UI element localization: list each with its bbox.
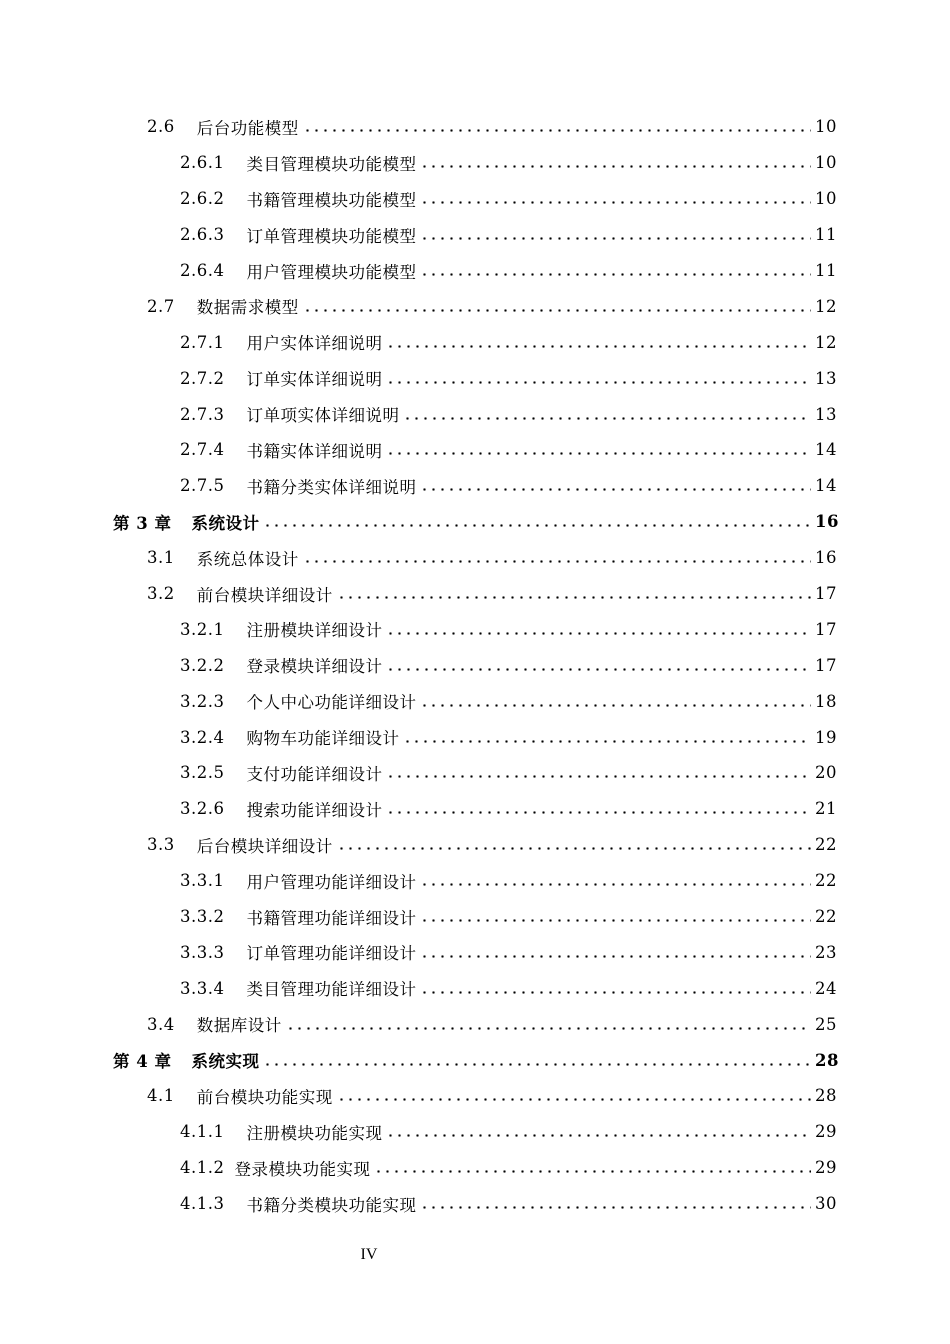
dot-leader bbox=[420, 201, 811, 204]
toc-entry-number: 3.2.6 bbox=[180, 799, 225, 819]
toc-entry-title: 前台模块详细设计 bbox=[196, 585, 333, 605]
toc-entry-page: 21 bbox=[815, 799, 837, 819]
toc-entry-title: 订单管理模块功能模型 bbox=[246, 226, 417, 246]
toc-entry-number: 3.4 bbox=[147, 1014, 175, 1034]
toc-entry-page: 28 bbox=[815, 1050, 839, 1070]
toc-entry-page: 12 bbox=[815, 296, 837, 316]
toc-entry-number: 3.3.4 bbox=[180, 978, 225, 998]
toc-entry-number: 第 3 章 bbox=[113, 513, 172, 533]
dot-leader bbox=[386, 668, 811, 671]
toc-entry[interactable] bbox=[0, 576, 950, 612]
toc-entry-title: 注册模块详细设计 bbox=[246, 621, 383, 641]
toc-entry[interactable] bbox=[0, 217, 950, 253]
toc-entry-number: 2.7 bbox=[147, 296, 175, 316]
toc-entry[interactable] bbox=[0, 863, 950, 899]
toc-entry-number: 第 4 章 bbox=[113, 1052, 172, 1072]
toc-entry[interactable] bbox=[0, 432, 950, 468]
toc-entry[interactable] bbox=[0, 396, 950, 432]
dot-leader bbox=[374, 1170, 811, 1173]
table-of-contents bbox=[0, 109, 950, 1222]
toc-entry-page: 14 bbox=[815, 440, 837, 460]
toc-entry-title: 书籍管理模块功能模型 bbox=[246, 190, 417, 210]
toc-entry-number: 3.3.3 bbox=[180, 942, 225, 962]
toc-entry-page: 23 bbox=[815, 942, 837, 962]
toc-entry-page: 11 bbox=[815, 261, 837, 280]
toc-entry-title: 系统总体设计 bbox=[196, 549, 299, 569]
dot-leader bbox=[403, 417, 811, 420]
toc-entry-page: 14 bbox=[815, 476, 837, 496]
toc-entry-number: 3.3 bbox=[147, 835, 175, 855]
toc-entry[interactable] bbox=[0, 755, 950, 791]
toc-entry[interactable] bbox=[0, 1042, 950, 1078]
toc-entry-title: 前台模块功能实现 bbox=[196, 1087, 333, 1107]
dot-leader bbox=[420, 237, 811, 240]
dot-leader bbox=[337, 596, 811, 599]
toc-entry[interactable] bbox=[0, 1078, 950, 1114]
dot-leader bbox=[420, 1206, 811, 1209]
toc-entry-title: 系统设计 bbox=[191, 513, 260, 533]
dot-leader bbox=[420, 955, 811, 958]
toc-entry-title: 个人中心功能详细设计 bbox=[246, 693, 417, 713]
toc-entry-title: 搜索功能详细设计 bbox=[246, 800, 383, 820]
toc-entry[interactable] bbox=[0, 1150, 950, 1186]
toc-entry[interactable] bbox=[0, 683, 950, 719]
dot-leader bbox=[337, 847, 811, 850]
toc-entry-number: 2.6.3 bbox=[180, 225, 225, 245]
toc-entry-page: 17 bbox=[815, 655, 837, 675]
dot-leader bbox=[303, 560, 811, 563]
toc-entry-title: 登录模块详细设计 bbox=[246, 657, 383, 677]
dot-leader bbox=[420, 919, 811, 922]
toc-entry-page: 30 bbox=[815, 1194, 837, 1214]
toc-entry[interactable] bbox=[0, 970, 950, 1006]
dot-leader bbox=[303, 129, 811, 132]
toc-entry-page: 29 bbox=[815, 1122, 837, 1142]
toc-entry[interactable] bbox=[0, 1114, 950, 1150]
toc-entry-number: 3.3.1 bbox=[180, 871, 225, 891]
toc-entry-number: 3.2.3 bbox=[180, 691, 225, 711]
toc-entry-page: 20 bbox=[815, 763, 837, 783]
toc-entry[interactable] bbox=[0, 468, 950, 504]
toc-entry[interactable] bbox=[0, 253, 950, 289]
dot-leader bbox=[420, 273, 811, 276]
toc-entry-number: 3.2.1 bbox=[180, 619, 225, 639]
toc-entry-number: 2.6.2 bbox=[180, 189, 225, 209]
dot-leader bbox=[420, 488, 811, 491]
toc-entry[interactable] bbox=[0, 647, 950, 683]
toc-entry-number: 2.7.5 bbox=[180, 476, 225, 496]
toc-entry-title: 支付功能详细设计 bbox=[246, 764, 383, 784]
dot-leader bbox=[337, 1098, 811, 1101]
dot-leader bbox=[386, 1134, 811, 1137]
page-footer bbox=[0, 1246, 950, 1264]
toc-entry-page: 16 bbox=[815, 548, 837, 568]
toc-entry-title: 书籍管理功能详细设计 bbox=[246, 908, 417, 928]
toc-entry-page: 28 bbox=[815, 1086, 837, 1106]
toc-entry[interactable] bbox=[0, 145, 950, 181]
toc-entry-title: 登录模块功能实现 bbox=[234, 1159, 371, 1179]
toc-entry-number: 3.2.2 bbox=[180, 655, 225, 675]
toc-entry[interactable] bbox=[0, 288, 950, 324]
toc-entry-page: 13 bbox=[815, 404, 837, 424]
toc-entry-number: 4.1.1 bbox=[180, 1122, 225, 1142]
toc-entry-page: 11 bbox=[815, 225, 837, 245]
dot-leader bbox=[403, 740, 811, 743]
toc-entry-page: 12 bbox=[815, 332, 837, 352]
dot-leader bbox=[386, 345, 811, 348]
toc-entry-number: 2.6.1 bbox=[180, 153, 225, 173]
toc-entry-number: 2.6 bbox=[147, 117, 175, 137]
toc-entry-page: 22 bbox=[815, 871, 837, 891]
dot-leader bbox=[386, 381, 811, 384]
toc-entry-page: 17 bbox=[815, 619, 837, 639]
toc-entry-title: 数据需求模型 bbox=[196, 298, 299, 318]
toc-entry-page: 13 bbox=[815, 368, 837, 388]
toc-entry[interactable] bbox=[0, 360, 950, 396]
toc-entry-title: 类目管理功能详细设计 bbox=[246, 980, 417, 1000]
toc-entry-title: 订单实体详细说明 bbox=[246, 370, 383, 390]
toc-entry-title: 购物车功能详细设计 bbox=[246, 729, 400, 749]
toc-entry-number: 4.1.2 bbox=[180, 1158, 225, 1178]
toc-entry-page: 10 bbox=[815, 153, 837, 173]
toc-entry-title: 订单项实体详细说明 bbox=[246, 406, 400, 426]
toc-entry-page: 17 bbox=[815, 584, 837, 604]
toc-entry-number: 3.2 bbox=[147, 584, 175, 604]
toc-entry[interactable] bbox=[0, 1006, 950, 1042]
toc-entry[interactable] bbox=[0, 791, 950, 827]
dot-leader bbox=[420, 883, 811, 886]
toc-entry[interactable] bbox=[0, 109, 950, 145]
dot-leader bbox=[386, 775, 811, 778]
toc-entry[interactable] bbox=[0, 827, 950, 863]
dot-leader bbox=[420, 991, 811, 994]
toc-entry-number: 2.6.4 bbox=[180, 261, 225, 280]
toc-entry-title: 书籍实体详细说明 bbox=[246, 441, 383, 461]
toc-entry-page: 10 bbox=[815, 189, 837, 209]
toc-entry-title: 后台模块详细设计 bbox=[196, 836, 333, 856]
dot-leader bbox=[420, 165, 811, 168]
toc-entry-number: 3.2.4 bbox=[180, 727, 225, 747]
toc-entry-title: 数据库设计 bbox=[196, 1016, 282, 1036]
toc-entry-page: 24 bbox=[815, 978, 837, 998]
toc-entry-number: 2.7.2 bbox=[180, 368, 225, 388]
dot-leader bbox=[263, 1063, 811, 1066]
toc-entry-title: 用户实体详细说明 bbox=[246, 334, 383, 354]
dot-leader bbox=[263, 524, 811, 527]
toc-entry-number: 4.1 bbox=[147, 1086, 175, 1106]
toc-entry-page: 25 bbox=[815, 1014, 837, 1034]
toc-entry-title: 后台功能模型 bbox=[196, 118, 299, 138]
page-number: IV bbox=[360, 1246, 378, 1263]
toc-entry-page: 16 bbox=[815, 512, 839, 532]
toc-entry-page: 19 bbox=[815, 727, 837, 747]
toc-entry-title: 注册模块功能实现 bbox=[246, 1123, 383, 1143]
toc-entry[interactable] bbox=[0, 181, 950, 217]
toc-entry-number: 2.7.4 bbox=[180, 440, 225, 460]
dot-leader bbox=[303, 309, 811, 312]
toc-entry-page: 22 bbox=[815, 835, 837, 855]
toc-entry[interactable] bbox=[0, 611, 950, 647]
toc-entry-number: 4.1.3 bbox=[180, 1194, 225, 1214]
toc-entry-page: 10 bbox=[815, 117, 837, 137]
toc-entry-number: 3.1 bbox=[147, 548, 175, 568]
toc-entry[interactable] bbox=[0, 540, 950, 576]
toc-entry-number: 3.2.5 bbox=[180, 763, 225, 783]
toc-entry[interactable] bbox=[0, 934, 950, 970]
toc-entry[interactable] bbox=[0, 1186, 950, 1222]
dot-leader bbox=[386, 632, 811, 635]
toc-entry-page: 18 bbox=[815, 691, 837, 711]
toc-entry-title: 订单管理功能详细设计 bbox=[246, 944, 417, 964]
toc-entry-title: 书籍分类实体详细说明 bbox=[246, 477, 417, 497]
toc-entry-title: 系统实现 bbox=[191, 1052, 260, 1072]
dot-leader bbox=[286, 1027, 811, 1030]
toc-entry-number: 2.7.1 bbox=[180, 332, 225, 352]
toc-entry[interactable] bbox=[0, 899, 950, 935]
toc-entry-page: 22 bbox=[815, 907, 837, 927]
toc-entry-title: 用户管理模块功能模型 bbox=[246, 262, 417, 282]
toc-entry[interactable] bbox=[0, 504, 950, 540]
toc-entry-title: 类目管理模块功能模型 bbox=[246, 154, 417, 174]
toc-entry-number: 3.3.2 bbox=[180, 907, 225, 927]
toc-entry-title: 用户管理功能详细设计 bbox=[246, 872, 417, 892]
toc-entry[interactable] bbox=[0, 324, 950, 360]
toc-entry[interactable] bbox=[0, 719, 950, 755]
toc-entry-number: 2.7.3 bbox=[180, 404, 225, 424]
toc-entry-page: 29 bbox=[815, 1158, 837, 1178]
dot-leader bbox=[386, 811, 811, 814]
toc-entry-title: 书籍分类模块功能实现 bbox=[246, 1195, 417, 1215]
dot-leader bbox=[420, 704, 811, 707]
dot-leader bbox=[386, 452, 811, 455]
